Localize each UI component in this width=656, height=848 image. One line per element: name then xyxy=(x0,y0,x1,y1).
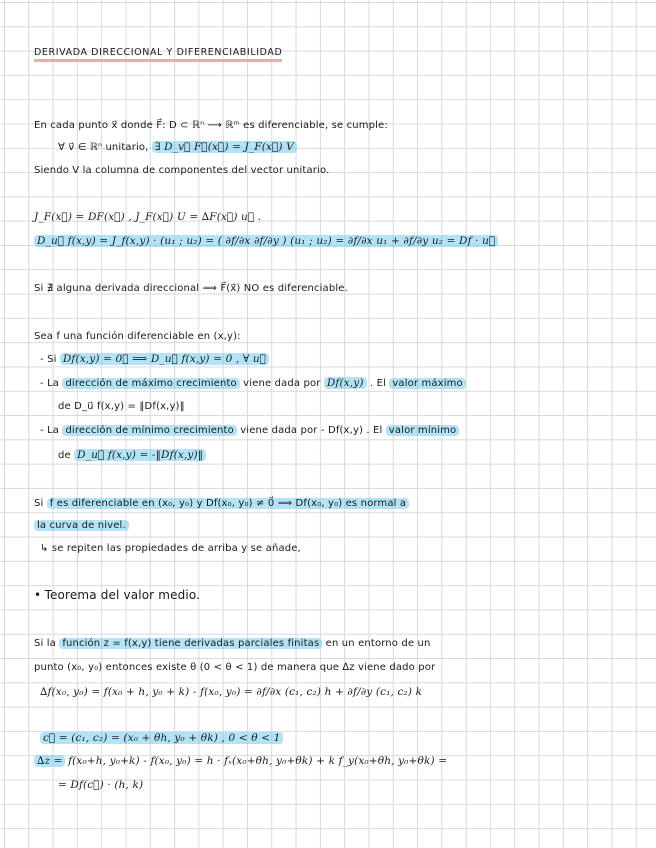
line-c-vector xyxy=(40,731,283,746)
line-column-definition: Siendo V la columna de componentes del vector unitario. xyxy=(34,165,330,176)
line-delta-z xyxy=(34,754,447,769)
line-normal-statement xyxy=(34,497,409,511)
c-vector-formula: c⃗ = (c₁, c₂) = (x₀ + θh, y₀ + θk) , 0 < θ < 1 xyxy=(40,732,283,744)
delta-z-formula: f(x₀+h, y₀+k) - f(x₀, y₀) = h · fₓ(x₀+θh, y₀+θk) + k f_y(x₀+θh, y₀+θk) = xyxy=(64,755,448,767)
zero-gradient-formula: Df(x,y) = 0⃗ ⟹ D_u⃗ f(x,y) = 0 , ∀ u⃗ xyxy=(60,353,269,365)
max-growth-el: . El xyxy=(369,378,386,389)
line-gradient-product xyxy=(34,234,498,249)
partial-highlight: función z = f(x,y) tiene derivadas parciales finitas xyxy=(59,638,322,649)
line-min-value xyxy=(58,448,206,463)
line-derivative-statement: En cada punto x⃗ donde F⃗: D ⊂ ℝⁿ ⟶ ℝᵐ es diferenciable, se cumple: xyxy=(34,120,388,131)
directional-derivative-formula: ∃ D_v⃗ F⃗(x⃗) = J_F(x⃗) V xyxy=(152,141,297,153)
min-growth-prefix: - La xyxy=(40,425,60,436)
for-all-unit-text: ∀ v⃗ ∈ ℝⁿ unitario, xyxy=(58,142,149,153)
normal-prefix: Si xyxy=(34,498,44,509)
delta-z-start: ∆z = xyxy=(34,755,65,767)
line-not-differentiable: Si ∄ alguna derivada direccional ⟹ F⃗(x⃗) NO es diferenciable. xyxy=(34,283,348,294)
line-jacobian-identity: J_F(x⃗) = DF(x⃗) , J_F(x⃗) U = ∆F(x⃗) u⃗ . xyxy=(34,211,262,223)
max-growth-prefix: - La xyxy=(40,378,60,389)
max-growth-highlight: dirección de máximo crecimiento xyxy=(62,378,239,389)
line-mean-value-formula: ∆f(x₀, y₀) = f(x₀ + h, y₀ + k) - f(x₀, y₀) = ∂f/∂x (c₁, c₂) h + ∂f/∂y (c₁, c₂) k xyxy=(40,686,423,698)
line-partial-derivatives xyxy=(34,637,430,651)
max-growth-gradient: Df(x,y) xyxy=(324,377,367,389)
min-growth-middle: viene dada por - Df(x,y) . El xyxy=(240,425,383,436)
level-curve-highlight: la curva de nivel. xyxy=(34,520,129,531)
line-level-curve xyxy=(34,519,129,533)
bullet-icon: • xyxy=(34,588,42,602)
line-unit-vector xyxy=(58,140,297,155)
page-title: DERIVADA DIRECCIONAL Y DIFERENCIABILIDAD xyxy=(34,47,282,62)
partial-prefix: Si la xyxy=(34,638,56,649)
line-sea-f: Sea f una función diferenciable en (x,y): xyxy=(34,331,241,342)
line-properties: ↳ se repiten las propiedades de arriba y se añade, xyxy=(40,543,301,554)
max-growth-middle: viene dada por xyxy=(243,378,321,389)
min-growth-highlight: dirección de mínimo crecimiento xyxy=(62,425,236,436)
line-final-result: = Df(c⃗) · (h, k) xyxy=(58,779,144,791)
line-theta-exists: punto (x₀, y₀) entonces existe θ (0 < θ < 1) de manera que ∆z viene dado por xyxy=(34,662,436,673)
line-mean-value-theorem xyxy=(34,588,200,604)
page-title-line xyxy=(34,46,282,60)
line-max-value: de D_u⃗ f(x,y) = ‖Df(x,y)‖ xyxy=(58,401,185,412)
min-value-highlight: valor mínimo xyxy=(386,425,460,436)
normal-highlight: f es diferenciable en (x₀, y₀) y Df(x₀, y₀) ≠ 0⃗ ⟹ Df(x₀, y₀) es normal a xyxy=(47,498,409,509)
line-min-growth xyxy=(40,424,459,438)
zero-gradient-prefix: - Si xyxy=(40,354,57,365)
partial-suffix: en un entorno de un xyxy=(325,638,431,649)
min-value-formula: D_u⃗ f(x,y) = -‖Df(x,y)‖ xyxy=(74,449,206,461)
theorem-title: Teorema del valor medio. xyxy=(44,588,201,602)
gradient-product-formula: D_u⃗ f(x,y) = J_f(x,y) · (u₁ ; u₂) = ( ∂f/∂x ∂f/∂y ) (u₁ ; u₂) = ∂f/∂x u₁ + ∂f/∂y u₂ = Df · u⃗ xyxy=(34,235,498,247)
line-zero-gradient xyxy=(40,352,269,367)
max-value-highlight: valor máximo xyxy=(389,378,465,389)
min-value-prefix: de xyxy=(58,450,71,461)
line-max-growth xyxy=(40,376,466,391)
